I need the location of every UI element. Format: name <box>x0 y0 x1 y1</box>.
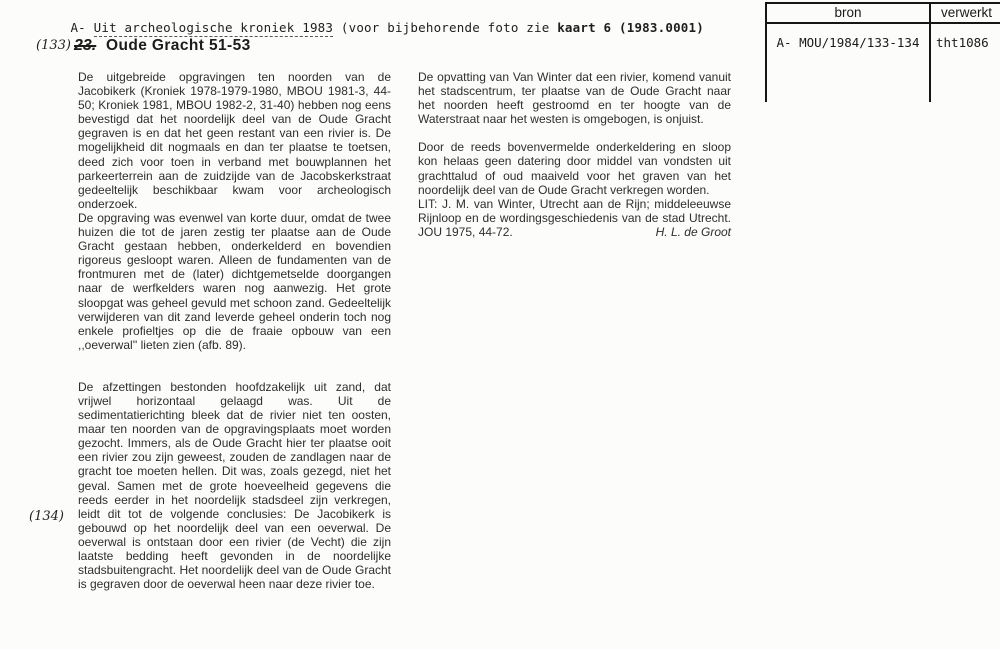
header-underlined-text: Uit archeologische kroniek 1983 <box>93 20 334 35</box>
right-column <box>418 70 731 239</box>
section-title: Oude Gracht 51-53 <box>106 37 251 54</box>
stamp-column-bron <box>767 4 931 102</box>
stamp-table <box>765 2 1000 102</box>
margin-note-134: (134) <box>29 509 64 524</box>
paragraph: De opvatting van Van Winter dat een rivier, komend vanuit het stadscentrum, ter plaatse van de Oude Gracht naar het noorden heeft gestroomd en ter hoogte van de Waterstraat naar het westen is omgebogen, is onjuist. <box>418 70 731 127</box>
margin-note-133: (133) <box>36 38 71 53</box>
archive-ref: kaart 6 (1983.0001) <box>557 20 704 35</box>
paragraph: De afzettingen bestonden hoofdzakelijk uit zand, dat vrijwel horizontaal gelaagd was. Uit de sedimentatierichting bleek dat de rivier niet ten oosten, maar ten noorden van de opgravingsplaats moet worden gezocht. Immers, als de Oude Gracht hier ter plaatse ooit een rivier zou zijn geweest, zouden de zandlagen naar de gracht toe moeten hellen. Dit was, zoals gezegd, niet het geval. Samen met de grote hoeveelheid gegevens die reeds eerder in het noordelijk stadsdeel zijn verkregen, leidt dit tot de volgende conclusies: De Jacobikerk is gebouwd op het noordelijk deel van een oeverwal. De oeverwal is ontstaan door een rivier (de Vecht) die zijn laatste bedding heeft gevonden in de noordelijke stadsbuitengracht. Het noordelijk deel van de Oude Gracht is gegraven door de oeverwal heen naar deze rivier toe. <box>78 379 391 592</box>
struck-item-number: 23. <box>74 37 97 54</box>
stamp-column-verwerkt <box>931 4 1000 102</box>
verwerkt-header: verwerkt <box>931 4 1000 24</box>
typed-header-line <box>55 5 704 35</box>
header-prefix: A- <box>70 20 94 35</box>
author-signature: H. L. de Groot <box>655 224 731 239</box>
paragraph: Door de reeds bovenvermelde onderkeldering en sloop kon helaas geen datering door middel van vondsten uit grachttalud of oud maaiveld voor het graven van het noordelijk deel van de Oude Gracht verkregen worden. <box>418 140 731 197</box>
header-middle-text: (voor bijbehorende foto zie <box>333 20 558 35</box>
bron-value: A- MOU/1984/133-134 <box>776 35 920 50</box>
literature-note: LIT: J. M. van Winter, Utrecht aan de Rijn; middeleeuwse Rijnloop en de wordingsgeschiedenis van de stad Utrecht. JOU 1975, 44-72. <box>418 196 731 239</box>
paragraph: De opgraving was evenwel van korte duur, omdat de twee huizen die tot de jaren zestig ter plaatse aan de Oude Gracht gestaan hebben, onderkelderd en bovendien rigoreus gesloopt waren. Alleen de fundamenten van de frontmuren met de (later) dichtgemetselde doorgangen naar de werfkelders waren nog aanwezig. Het grote sloopgat was geheel gevuld met schoon zand. Gedeeltelijk verwijderen van dit zand leverde geheel onderin toch nog enkele profieltjes op die de fraaie opbouw van een ,,oeverwal'' lieten zien (afb. 89). <box>78 210 391 352</box>
bron-header: bron <box>767 4 929 24</box>
literature-block <box>418 197 731 239</box>
verwerkt-value: tht1086 <box>936 35 989 50</box>
left-column <box>78 70 391 591</box>
paragraph: De uitgebreide opgravingen ten noorden van de Jacobikerk (Kroniek 1978-1979-1980, MBOU 1981-3, 44-50; Kroniek 1981, MBOU 1982-2, 31-40) hebben nog eens bevestigd dat het noordelijk deel van de Oude Gracht gegraven is en dat het geen restant van een rivier is. De mogelijkheid dit nogmaals en dan ter plaatse te toetsen, deed zich voor toen in verband met bouwplannen het parkeerterrein aan de zuidzijde van de Jacobskerkstraat gedeeltelijk beschikbaar kwam voor archeologisch onderzoek. <box>78 70 391 211</box>
